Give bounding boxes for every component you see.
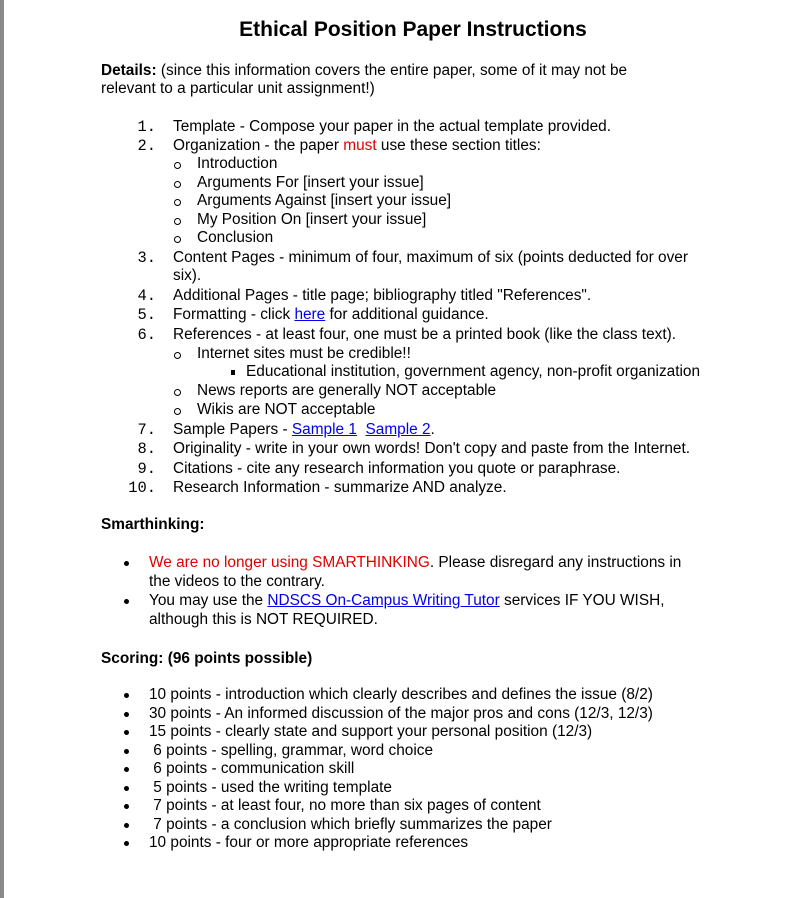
list-number: 8. bbox=[137, 440, 156, 458]
writing-tutor-link[interactable]: NDSCS On-Campus Writing Tutor bbox=[267, 592, 500, 609]
list-item-template: Template - Compose your paper in the actual template provided. bbox=[173, 118, 612, 135]
bullet-icon bbox=[124, 823, 129, 828]
hollow-bullet-icon bbox=[174, 408, 181, 415]
list-number: 1. bbox=[137, 118, 156, 136]
item-text: for additional guidance. bbox=[325, 306, 489, 323]
sub-sub-item: Educational institution, government agency, non-profit organization bbox=[246, 363, 701, 380]
details-line-2: relevant to a particular unit assignment!) bbox=[101, 80, 375, 97]
list-number: 7. bbox=[137, 421, 156, 439]
item-text: . bbox=[430, 421, 435, 438]
hollow-bullet-icon bbox=[174, 236, 181, 243]
hollow-bullet-icon bbox=[174, 389, 181, 396]
item-text: use these section titles: bbox=[376, 137, 541, 154]
scoring-item: 5 points - used the writing template bbox=[149, 779, 392, 796]
list-number: 9. bbox=[137, 460, 156, 478]
sample-2-link[interactable]: Sample 2 bbox=[365, 421, 431, 438]
list-number: 3. bbox=[137, 249, 156, 267]
list-item-citations: Citations - cite any research information you quote or paraphrase. bbox=[173, 460, 621, 477]
details-line-1 bbox=[101, 62, 627, 80]
bullet-icon bbox=[124, 693, 129, 698]
scoring-item: 15 points - clearly state and support your personal position (12/3) bbox=[149, 723, 593, 740]
scoring-item: 10 points - four or more appropriate references bbox=[149, 834, 469, 851]
list-item-research: Research Information - summarize AND analyze. bbox=[173, 479, 507, 496]
list-item-additional-pages: Additional Pages - title page; bibliography titled "References". bbox=[173, 287, 592, 304]
list-item-content-pages: Content Pages - minimum of four, maximum of six (points deducted for over bbox=[173, 249, 688, 266]
item-text: Formatting - click bbox=[173, 306, 295, 323]
item-text: . Please disregard any instructions in bbox=[429, 554, 682, 571]
bullet-icon bbox=[124, 804, 129, 809]
sub-item: My Position On [insert your issue] bbox=[197, 211, 427, 228]
sub-item: Internet sites must be credible!! bbox=[197, 345, 411, 362]
sub-item: News reports are generally NOT acceptable bbox=[197, 382, 497, 399]
scoring-item: 7 points - a conclusion which briefly summarizes the paper bbox=[149, 816, 552, 833]
item-text: You may use the bbox=[149, 592, 268, 609]
scoring-item: 10 points - introduction which clearly describes and defines the issue (8/2) bbox=[149, 686, 653, 703]
bullet-icon bbox=[124, 599, 129, 604]
scoring-item: 6 points - communication skill bbox=[149, 760, 355, 777]
item-text: services IF YOU WISH, bbox=[499, 592, 665, 609]
bullet-icon bbox=[124, 749, 129, 754]
sub-item: Conclusion bbox=[197, 229, 274, 246]
sample-1-link[interactable]: Sample 1 bbox=[291, 421, 357, 438]
sub-item: Arguments Against [insert your issue] bbox=[197, 192, 452, 209]
list-item-references: References - at least four, one must be a printed book (like the class text). bbox=[173, 326, 677, 343]
list-item-originality: Originality - write in your own words! Don't copy and paste from the Internet. bbox=[173, 440, 691, 457]
scoring-item: 6 points - spelling, grammar, word choice bbox=[149, 742, 433, 759]
smarthinking-heading: Smarthinking: bbox=[101, 516, 205, 533]
details-label: Details: bbox=[101, 62, 157, 79]
hollow-bullet-icon bbox=[174, 352, 181, 359]
scoring-heading: Scoring: (96 points possible) bbox=[101, 650, 313, 667]
bullet-icon bbox=[124, 841, 129, 846]
scoring-item: 7 points - at least four, no more than six pages of content bbox=[149, 797, 541, 814]
hollow-bullet-icon bbox=[174, 181, 181, 188]
hollow-bullet-icon bbox=[174, 162, 181, 169]
bullet-icon bbox=[124, 561, 129, 566]
bullet-icon bbox=[124, 767, 129, 772]
list-number: 4. bbox=[137, 287, 156, 305]
smarthinking-notice: We are no longer using SMARTHINKING bbox=[149, 554, 430, 571]
list-item-formatting bbox=[173, 306, 489, 324]
square-bullet-icon bbox=[231, 370, 235, 375]
list-number: 6. bbox=[137, 326, 156, 344]
smarthinking-bullet-2 bbox=[149, 592, 665, 610]
bullet-icon bbox=[124, 786, 129, 791]
scoring-item: 30 points - An informed discussion of the major pros and cons (12/3, 12/3) bbox=[149, 705, 653, 722]
list-number: 5. bbox=[137, 306, 156, 324]
must-emphasis: must bbox=[343, 137, 377, 154]
sub-item: Wikis are NOT acceptable bbox=[197, 401, 376, 418]
sub-item: Arguments For [insert your issue] bbox=[197, 174, 424, 191]
list-item-sample-papers bbox=[173, 421, 435, 439]
hollow-bullet-icon bbox=[174, 218, 181, 225]
item-text: Organization - the paper bbox=[173, 137, 344, 154]
list-number: 2. bbox=[137, 137, 156, 155]
hollow-bullet-icon bbox=[174, 199, 181, 206]
page-title: Ethical Position Paper Instructions bbox=[239, 18, 587, 41]
smarthinking-bullet-1 bbox=[149, 554, 681, 572]
list-number: 10. bbox=[128, 479, 156, 497]
smarthinking-bullet-1-cont: the videos to the contrary. bbox=[149, 573, 325, 590]
item-text: Sample Papers - bbox=[173, 421, 292, 438]
sub-item: Introduction bbox=[197, 155, 278, 172]
smarthinking-bullet-2-cont: although this is NOT REQUIRED. bbox=[149, 611, 378, 628]
list-item-organization bbox=[173, 137, 541, 155]
bullet-icon bbox=[124, 730, 129, 735]
bullet-icon bbox=[124, 712, 129, 717]
list-item-content-pages-cont: six). bbox=[173, 267, 202, 284]
details-text-1: (since this information covers the entire paper, some of it may not be bbox=[156, 62, 628, 79]
formatting-here-link[interactable]: here bbox=[294, 306, 326, 323]
